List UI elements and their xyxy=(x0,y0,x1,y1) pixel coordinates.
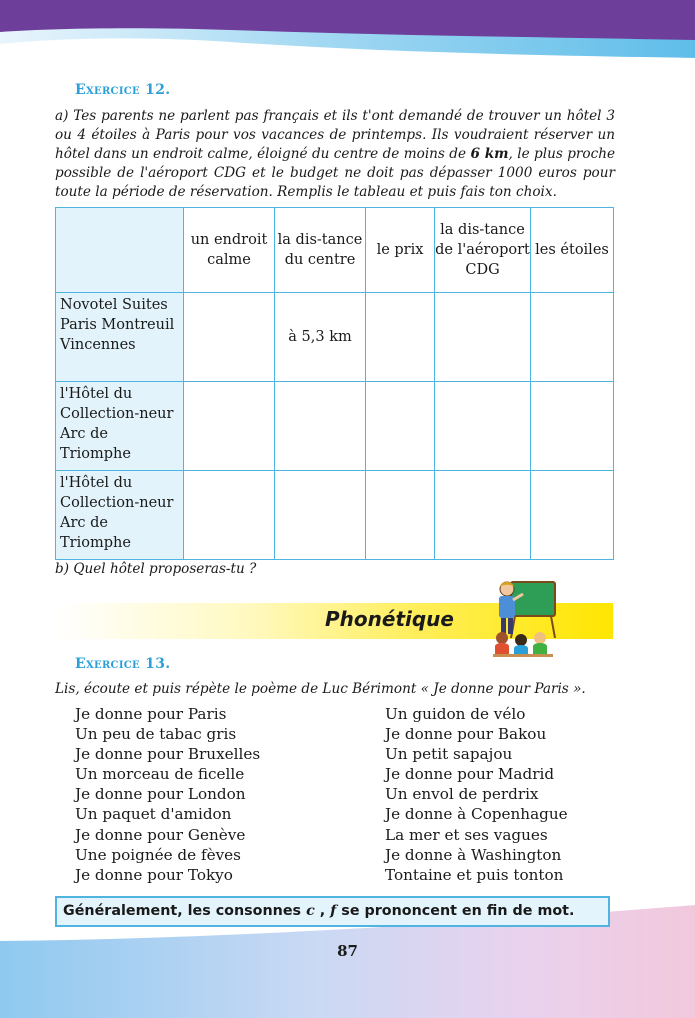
table-cell[interactable] xyxy=(531,293,614,382)
poem-line: Un guidon de vélo xyxy=(385,705,526,723)
hotel-name: l'Hôtel du Collection-neur Arc de Triomphe xyxy=(56,471,184,560)
page-number: 87 xyxy=(337,942,358,960)
phonetics-title: Phonétique xyxy=(325,607,454,631)
poem-line: Je donne pour Paris xyxy=(75,705,227,723)
exercise-13-instruction: Lis, écoute et puis répète le poème de Luc Bérimont « Je donne pour Paris ». xyxy=(55,681,586,697)
header-distance-airport: la dis-tance de l'aéroport CDG xyxy=(435,208,531,293)
exercise-13-title: Exercice 13. xyxy=(75,656,171,672)
table-header-row xyxy=(56,208,614,293)
table-corner-cell xyxy=(56,208,184,293)
table-cell[interactable] xyxy=(184,293,275,382)
poem-line: Un peu de tabac gris xyxy=(75,725,237,744)
header-calm-place: un endroit calme xyxy=(184,208,275,293)
table-row xyxy=(56,382,614,471)
header-stars: les étoiles xyxy=(531,208,614,293)
poem-right-column xyxy=(385,704,568,885)
header-distance-center: la dis-tance du centre xyxy=(275,208,366,293)
table-row xyxy=(56,471,614,560)
poem-line: La mer et ses vagues xyxy=(385,825,548,844)
poem-line: Je donne pour Tokyo xyxy=(75,865,233,884)
poem-line: Je donne à Copenhague xyxy=(385,805,568,824)
consonant-c: c xyxy=(306,903,315,919)
poem-line: Je donne à Washington xyxy=(385,845,562,864)
table-cell[interactable] xyxy=(275,471,366,560)
hotel-name: l'Hôtel du Collection-neur Arc de Triomphe xyxy=(56,382,184,471)
hotel-name: Novotel Suites Paris Montreuil Vincennes xyxy=(56,293,184,382)
table-cell[interactable] xyxy=(531,382,614,471)
poem-line: Je donne pour Genève xyxy=(75,825,246,844)
table-row xyxy=(56,293,614,382)
poem-line: Un morceau de ficelle xyxy=(75,765,245,784)
hotel-comparison-table xyxy=(55,207,614,560)
header-decoration xyxy=(0,0,695,90)
exercise-12-question-b: b) Quel hôtel proposeras-tu ? xyxy=(55,561,257,577)
poem-line: Un envol de perdrix xyxy=(385,785,539,804)
header-price: le prix xyxy=(366,208,435,293)
exercise-12-instruction: a) Tes parents ne parlent pas français et ils t'ont demandé de trouver un hôtel 3 ou 4 étoiles à Paris pour vos vacances de printemps. Ils voudraient réserver un hôtel dans un endroit calme, éloigné du centre de moins de 6 km, le plus proche possible de l'aéroport CDG et le budget ne doit pas dépasser 1000 euros pour toute la période de réservation. Remplis le tableau et puis fais ton choix. xyxy=(55,108,616,200)
consonant-f: f xyxy=(330,903,337,919)
table-cell[interactable] xyxy=(435,471,531,560)
table-cell[interactable] xyxy=(275,382,366,471)
table-cell[interactable]: à 5,3 km xyxy=(275,293,366,382)
poem-line: Un paquet d'amidon xyxy=(75,805,232,824)
poem-line: Je donne pour Bruxelles xyxy=(75,745,261,764)
poem-line: Je donne pour Bakou xyxy=(385,725,547,744)
poem-line: Une poignée de fèves xyxy=(75,845,241,864)
table-cell[interactable] xyxy=(435,293,531,382)
pronunciation-rule-box: Généralement, les consonnes c , f se prononcent en fin de mot. xyxy=(55,896,610,927)
table-cell[interactable] xyxy=(184,382,275,471)
table-cell[interactable] xyxy=(435,382,531,471)
table-cell[interactable] xyxy=(184,471,275,560)
exercise-12-title: Exercice 12. xyxy=(75,82,171,98)
table-cell[interactable] xyxy=(366,293,435,382)
table-cell[interactable] xyxy=(531,471,614,560)
poem-line: Un petit sapajou xyxy=(385,745,513,764)
poem-line: Tontaine et puis tonton xyxy=(385,865,564,884)
poem-left-column xyxy=(75,704,260,885)
table-cell[interactable] xyxy=(366,382,435,471)
table-cell[interactable] xyxy=(366,471,435,560)
poem-line: Je donne pour Madrid xyxy=(385,765,555,784)
teacher-illustration-icon xyxy=(493,576,557,664)
poem-line: Je donne pour London xyxy=(75,785,246,804)
